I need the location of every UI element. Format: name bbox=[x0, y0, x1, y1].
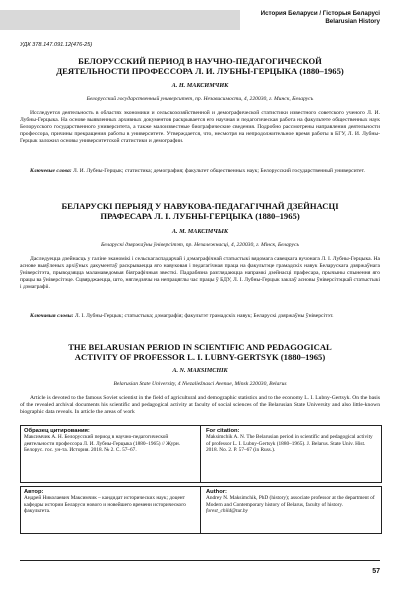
ru-abstract: Исследуется деятельность в областях экономики и сельскохозяйственной и демографической статистики известного советского ученого Л. И. Лубны-Герцыка. На основе выявленных архивных документов раскрывается его научная и педагогическая работа на факультете общественных наук Белорусского государственного университета, а также малоизвестные биографические сведения. Подробно рассмотрены направления деятельности профессора, причины прекращения работы в университете. Утверждается, что, несмотря на непродолжительное время работы в БГУ, Л. И. Лубны-Герцык заложил основы университетской статистики и демографии. bbox=[20, 110, 380, 144]
by-author: А. М. МАКСІМЧЫК bbox=[171, 228, 229, 235]
ru-title bbox=[40, 56, 360, 77]
ru-keywords bbox=[20, 168, 380, 175]
header-gray-bar bbox=[0, 10, 240, 30]
author-divider bbox=[200, 486, 201, 533]
author-info-ru-label: Автор: bbox=[24, 489, 44, 495]
citation-ru-label: Образец цитирования: bbox=[24, 428, 90, 434]
ru-title-line-1: БЕЛОРУССКИЙ ПЕРИОД В НАУЧНО-ПЕДАГОГИЧЕСКОЙ bbox=[78, 56, 322, 66]
en-abstract: Article is devoted to the famous Soviet scientist in the field of agricultural and demographic statistics and to the economy L. I. Lubny-Gertsyk. On the basis of the revealed archival documents his scientific and pedagogical activity at faculty of social sciences of the Belarusian State University and also little-known biographic data reveals. In article the areas of work bbox=[20, 395, 380, 415]
author-info-en-text: Andrey N. Maksimchik, PhD (history); associate professor at the department of Modern and Contemporary history of Belarus, faculty of history. bbox=[206, 495, 375, 508]
ru-keywords-text: Л. И. Лубны-Герцык; статистика; демография; факультет общественных наук; Белорусский государственный университет. bbox=[73, 168, 365, 174]
citation-ru bbox=[24, 428, 194, 454]
ru-keywords-label: Ключевые слова: bbox=[30, 168, 72, 174]
header-line-2: Belarusian History bbox=[325, 17, 380, 25]
udk-code: УДК 378.147.091.12(476-25) bbox=[20, 42, 93, 48]
en-title bbox=[40, 342, 360, 363]
author-info-ru bbox=[24, 489, 194, 515]
ru-affiliation: Белорусский государственный университет, пр. Независимости, 4, 220030, г. Минск, Беларусь bbox=[86, 96, 314, 102]
footer-rule bbox=[20, 560, 380, 561]
by-affiliation: Беларускі дзяржаўны ўніверсітэт, пр. Незалежнасці, 4, 220030, г. Мінск, Беларусь bbox=[100, 242, 300, 248]
by-keywords bbox=[20, 313, 380, 320]
citation-en-label: For citation: bbox=[206, 428, 240, 434]
header-line-1: История Беларуси / Гісторыя Беларусі bbox=[260, 10, 380, 17]
citation-ru-text: Максимчик А. Н. Белорусский период в научно-педагогической деятельности профессора Л. И. Лубны-Герцыка (1880–1965) // Журн. Белорус. гос. ун-та. История. 2018. № 2. С. 57–67. bbox=[24, 434, 181, 454]
author-info-en-label: Author: bbox=[206, 489, 227, 495]
en-title-line-2: ACTIVITY OF PROFESSOR L. I. LUBNY-GERTSYK (1880–1965) bbox=[74, 352, 326, 363]
page-number: 57 bbox=[372, 568, 380, 575]
citation-en bbox=[206, 428, 376, 454]
by-title-line-2: ПРАФЕСАРА Л. І. ЛУБНЫ-ГЕРЦЫКА (1880–1965) bbox=[100, 211, 300, 222]
by-title-line-1: БЕЛАРУСКІ ПЕРЫЯД У НАВУКОВА-ПЕДАГАГІЧНАЙ ДЗЕЙНАСЦІ bbox=[61, 201, 339, 211]
en-author: A. N. MAKSIMCHIK bbox=[172, 367, 228, 374]
by-abstract: Даследуецца дзейнасць у галіне эканомікі і сельскагаспадарчай і дэмаграфічнай статыстыкі вядомага савецкага вучонага Л. І. Лубны-Герцыка. На аснове выяўленых архіўных дакументаў раскрываецца яго навуковая і педагагічная праца на факультэце грамадскіх навук Беларускага дзяржаўнага ўніверсітэта, прыводзяцца маламаведомыя біяграфічныя звесткі. Падрабязна разглядаюцца напрамкі дзейнасці прафесара, прычыны спынення яго працы ва ўніверсітэце. Сцвярджаецца, што, нягледзячы на непрацяглы час працы ў БДУ, Л. І. Лубны-Герцык заклаў асновы ўніверсітэцкай статыстыкі і дэмаграфіі. bbox=[20, 256, 380, 290]
by-keywords-text: Л. І. Лубны-Герцык; статыстыка; дэмаграфія; факультэт грамадскіх навук; Беларускі дзяржаўны ўніверсітэт. bbox=[74, 313, 334, 319]
running-header bbox=[0, 10, 400, 30]
citation-en-text: Maksimchik A. N. The Belarusian period in scientific and pedagogical activity of professor L. I. Lubny-Gertsyk (1880–1965). J. Belarus. State Univ. Hist. 2018. No. 2. P. 57–67 (in Russ.). bbox=[206, 434, 373, 454]
author-email: forest_child@tut.by bbox=[206, 508, 248, 515]
author-info-en bbox=[206, 489, 376, 515]
header-text bbox=[261, 10, 380, 25]
en-title-line-1: THE BELARUSIAN PERIOD IN SCIENTIFIC AND PEDAGOGICAL bbox=[68, 342, 332, 352]
ru-author: А. Н. МАКСИМЧИК bbox=[171, 82, 229, 89]
en-affiliation: Belarusian State University, 4 Niezaliežnasci Avenue, Minsk 220030, Belarus bbox=[113, 381, 287, 387]
by-keywords-label: Ключавыя словы: bbox=[30, 313, 74, 319]
author-info-ru-text: Андрей Николаевич Максимчик – кандидат исторических наук; доцент кафедры истории Беларуси нового и новейшего времени исторического факультета. bbox=[24, 495, 186, 515]
citation-divider bbox=[200, 425, 201, 482]
ru-title-line-2: ДЕЯТЕЛЬНОСТИ ПРОФЕССОРА Л. И. ЛУБНЫ-ГЕРЦЫКА (1880–1965) bbox=[56, 66, 344, 77]
by-title bbox=[40, 201, 360, 222]
